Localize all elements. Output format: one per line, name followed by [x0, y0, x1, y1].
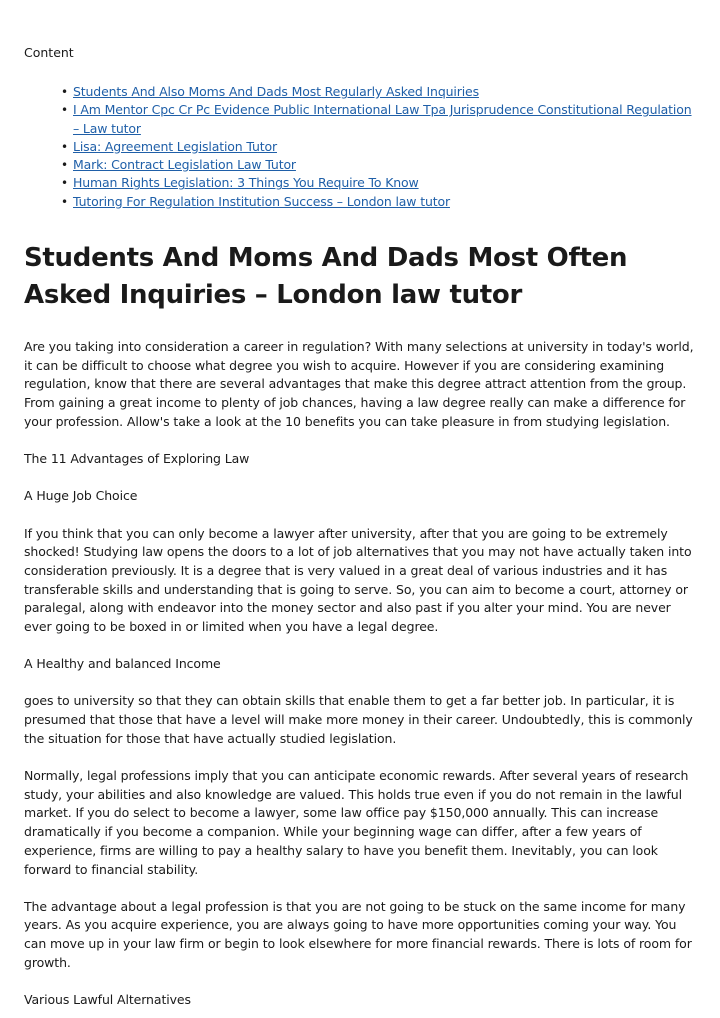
toc-item	[73, 101, 700, 138]
toc-label: Content	[24, 45, 74, 60]
table-of-contents	[24, 83, 700, 211]
section-heading-legal-alternatives: Various Lawful Alternatives	[24, 992, 191, 1008]
article-title: Students And Moms And Dads Most Often Asked Inquiries – London law tutor	[24, 243, 628, 311]
intro-paragraph: Are you taking into consideration a career in regulation? With many selections at university in today's world, it can be difficult to choose what degree you wish to acquire. However if you are considering examining regulation, know that there are several advantages that make this degree attract attention from the group. From gaining a great income to plenty of job chances, having a law degree really can make a difference for your profession. Allow's take a look at the 10 benefits you can take pleasure in from studying legislation.	[24, 339, 694, 429]
toc-item	[73, 193, 700, 211]
toc-item	[73, 174, 700, 192]
income-paragraph-3: The advantage about a legal profession is that you are not going to be stuck on the same income for many years. As you acquire experience, you are always going to have more opportunities coming your way. You can move up in your law firm or begin to look elsewhere for more financial rewards. There is lots of room for growth.	[24, 898, 692, 970]
income-paragraph-1: goes to university so that they can obtain skills that enable them to get a far better job. In particular, it is presumed that those that have a level will make more money in their career. Undoubtedly, this is commonly the situation for those that have actually studied legislation.	[24, 693, 693, 746]
toc-item	[73, 156, 700, 174]
toc-link-tutoring[interactable]: Tutoring For Regulation Institution Success – London law tutor	[73, 193, 450, 209]
toc-link-human-rights[interactable]: Human Rights Legislation: 3 Things You Require To Know	[73, 175, 419, 191]
income-paragraph-2: Normally, legal professions imply that you can anticipate economic rewards. After several years of research study, your abilities and also knowledge are valued. This holds true even if you do not remain in the lawful market. If you do select to become a lawyer, some law office pay $150,000 annually. This can increase dramatically if you become a companion. While your beginning wage can differ, after a few years of experience, firms are willing to pay a healthy salary to have you benefit them. Inevitably, you can look forward to financial stability.	[24, 768, 689, 877]
section-heading-income: A Healthy and balanced Income	[24, 656, 221, 672]
toc-item	[73, 138, 700, 156]
job-choice-paragraph: If you think that you can only become a lawyer after university, after that you are going to be extremely shocked! Studying law opens the doors to a lot of job alternatives that you may not have actually taken into consideration previously. It is a degree that is very valued in a great deal of various industries and it has transferable skills and understanding that is going to serve. So, you can aim to become a court, attorney or paralegal, along with endeavor into the money sector and also past if you alter your mind. You are never ever going to be boxed in or limited when you have a legal degree.	[24, 525, 692, 635]
toc-link-mentor[interactable]: I Am Mentor Cpc Cr Pc Evidence Public International Law Tpa Jurisprudence Constitutional Regulation – Law tutor	[73, 102, 692, 136]
toc-link-students-parents[interactable]: Students And Also Moms And Dads Most Regularly Asked Inquiries	[73, 84, 479, 99]
toc-link-lisa[interactable]: Lisa: Agreement Legislation Tutor	[73, 138, 277, 154]
toc-item	[73, 83, 700, 101]
advantages-heading: The 11 Advantages of Exploring Law	[24, 451, 250, 467]
toc-link-mark[interactable]: Mark: Contract Legislation Law Tutor	[73, 157, 296, 173]
document-page	[24, 0, 700, 1010]
section-heading-job-choice: A Huge Job Choice	[24, 488, 138, 504]
